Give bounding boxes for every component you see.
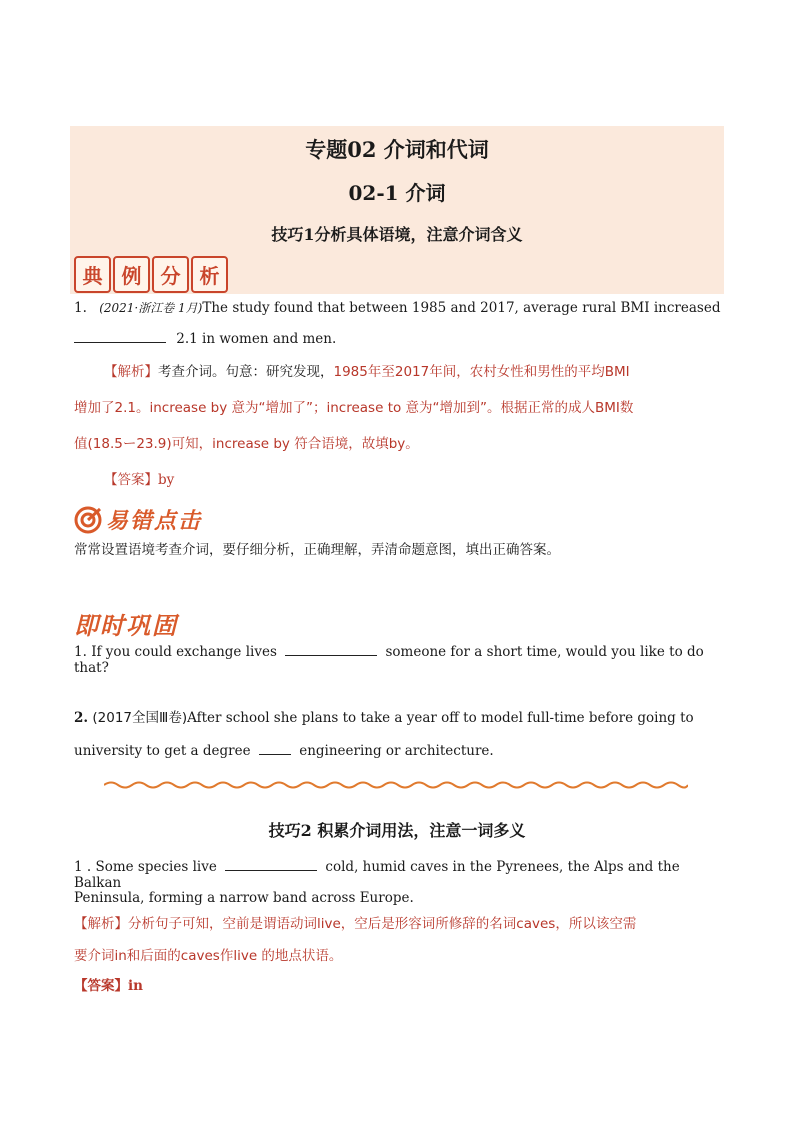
answer-value: by bbox=[158, 472, 175, 488]
analysis-text-red: 分析句子可知，空前是谓语动词live，空后是形容词所修辞的名词caves，所以该空需 bbox=[128, 916, 637, 932]
badge-char: 析 bbox=[191, 256, 228, 293]
q1-source: (2021·浙江卷 1月) bbox=[99, 301, 203, 315]
analysis-text: 考查介词。句意：研究发现， bbox=[158, 364, 334, 380]
analysis-label: 【解析】 bbox=[74, 916, 128, 932]
p1-number: 1. bbox=[74, 644, 87, 660]
q1-analysis-line-3: 值(18.5ー23.9)可知，increase by 符合语境，故填by。 bbox=[74, 436, 419, 452]
q1-line-1 bbox=[74, 300, 724, 316]
analysis-text-red: 1985年至2017年间，农村女性和男性的平均BMI bbox=[333, 364, 630, 380]
q1-text-a: The study found that between 1985 and 2017, average rural BMI increased bbox=[202, 300, 721, 316]
badge-char: 分 bbox=[152, 256, 189, 293]
practice-heading: 即时巩固 bbox=[74, 612, 178, 640]
q1-number: 1. bbox=[74, 300, 87, 316]
skill2-analysis-line-2: 要介词in和后面的caves作live 的地点状语。 bbox=[74, 948, 343, 964]
skill2-analysis-line-1 bbox=[74, 916, 724, 932]
skill-1-title: 技巧1分析具体语境，注意介词含义 bbox=[271, 225, 523, 244]
skill2-answer bbox=[74, 978, 143, 994]
answer-blank[interactable] bbox=[285, 643, 377, 656]
skill2-q1-line-1 bbox=[74, 858, 724, 891]
analysis-label: 【解析】 bbox=[104, 364, 158, 380]
q1-line-2 bbox=[74, 330, 336, 347]
mistake-heading: 易错点击 bbox=[106, 509, 203, 534]
section-title: 02-1 介词 bbox=[348, 181, 446, 205]
p2-text-c: engineering or architecture. bbox=[299, 743, 494, 759]
p2-source: (2017全国Ⅲ卷) bbox=[92, 710, 188, 726]
q1-text-b: 2.1 in women and men. bbox=[176, 331, 337, 347]
s2-q-text-a: Some species live bbox=[95, 859, 217, 875]
answer-value: in bbox=[128, 978, 143, 994]
target-icon bbox=[74, 506, 102, 534]
practice-q1 bbox=[74, 643, 724, 676]
p2-text-a: After school she plans to take a year off to model full-time before going to bbox=[187, 710, 694, 726]
p2-text-b: university to get a degree bbox=[74, 743, 251, 759]
badge-char: 典 bbox=[74, 256, 111, 293]
answer-blank[interactable] bbox=[225, 858, 317, 871]
practice-q2-line-1 bbox=[74, 710, 724, 726]
q1-analysis-line-2: 增加了2.1。increase by 意为“增加了”；increase to 意为“增加到”。根据正常的成人BMI数 bbox=[74, 400, 634, 416]
mistake-heading-row bbox=[74, 504, 202, 535]
p1-text-a: If you could exchange lives bbox=[91, 644, 277, 660]
answer-blank[interactable] bbox=[74, 330, 166, 343]
mistake-text: 常常设置语境考查介词，要仔细分析，正确理解，弄清命题意图，填出正确答案。 bbox=[74, 542, 560, 558]
s2-q-text-b: cold, humid caves in the Pyrenees, the Alps and the Balkan bbox=[74, 859, 680, 892]
p1-text-b: someone for a short time, would you like to do that? bbox=[74, 644, 704, 677]
page-title: 专题02 介词和代词 bbox=[305, 137, 489, 162]
practice-q2-line-2 bbox=[74, 742, 724, 759]
p2-number: 2. bbox=[74, 710, 89, 726]
q1-answer bbox=[104, 472, 174, 488]
skill2-q1-line-2: Peninsula, forming a narrow band across Europe. bbox=[74, 890, 414, 906]
wave-divider bbox=[104, 780, 688, 790]
answer-label: 【答案】 bbox=[104, 472, 158, 488]
badge-char: 例 bbox=[113, 256, 150, 293]
skill-2-title: 技巧2 积累介词用法，注意一词多义 bbox=[268, 821, 526, 840]
answer-label: 【答案】 bbox=[74, 978, 128, 994]
q1-analysis-line-1 bbox=[104, 364, 726, 380]
s2-q-number: 1 . bbox=[74, 859, 92, 875]
example-analysis-badges bbox=[74, 256, 228, 293]
answer-blank[interactable] bbox=[259, 742, 291, 755]
